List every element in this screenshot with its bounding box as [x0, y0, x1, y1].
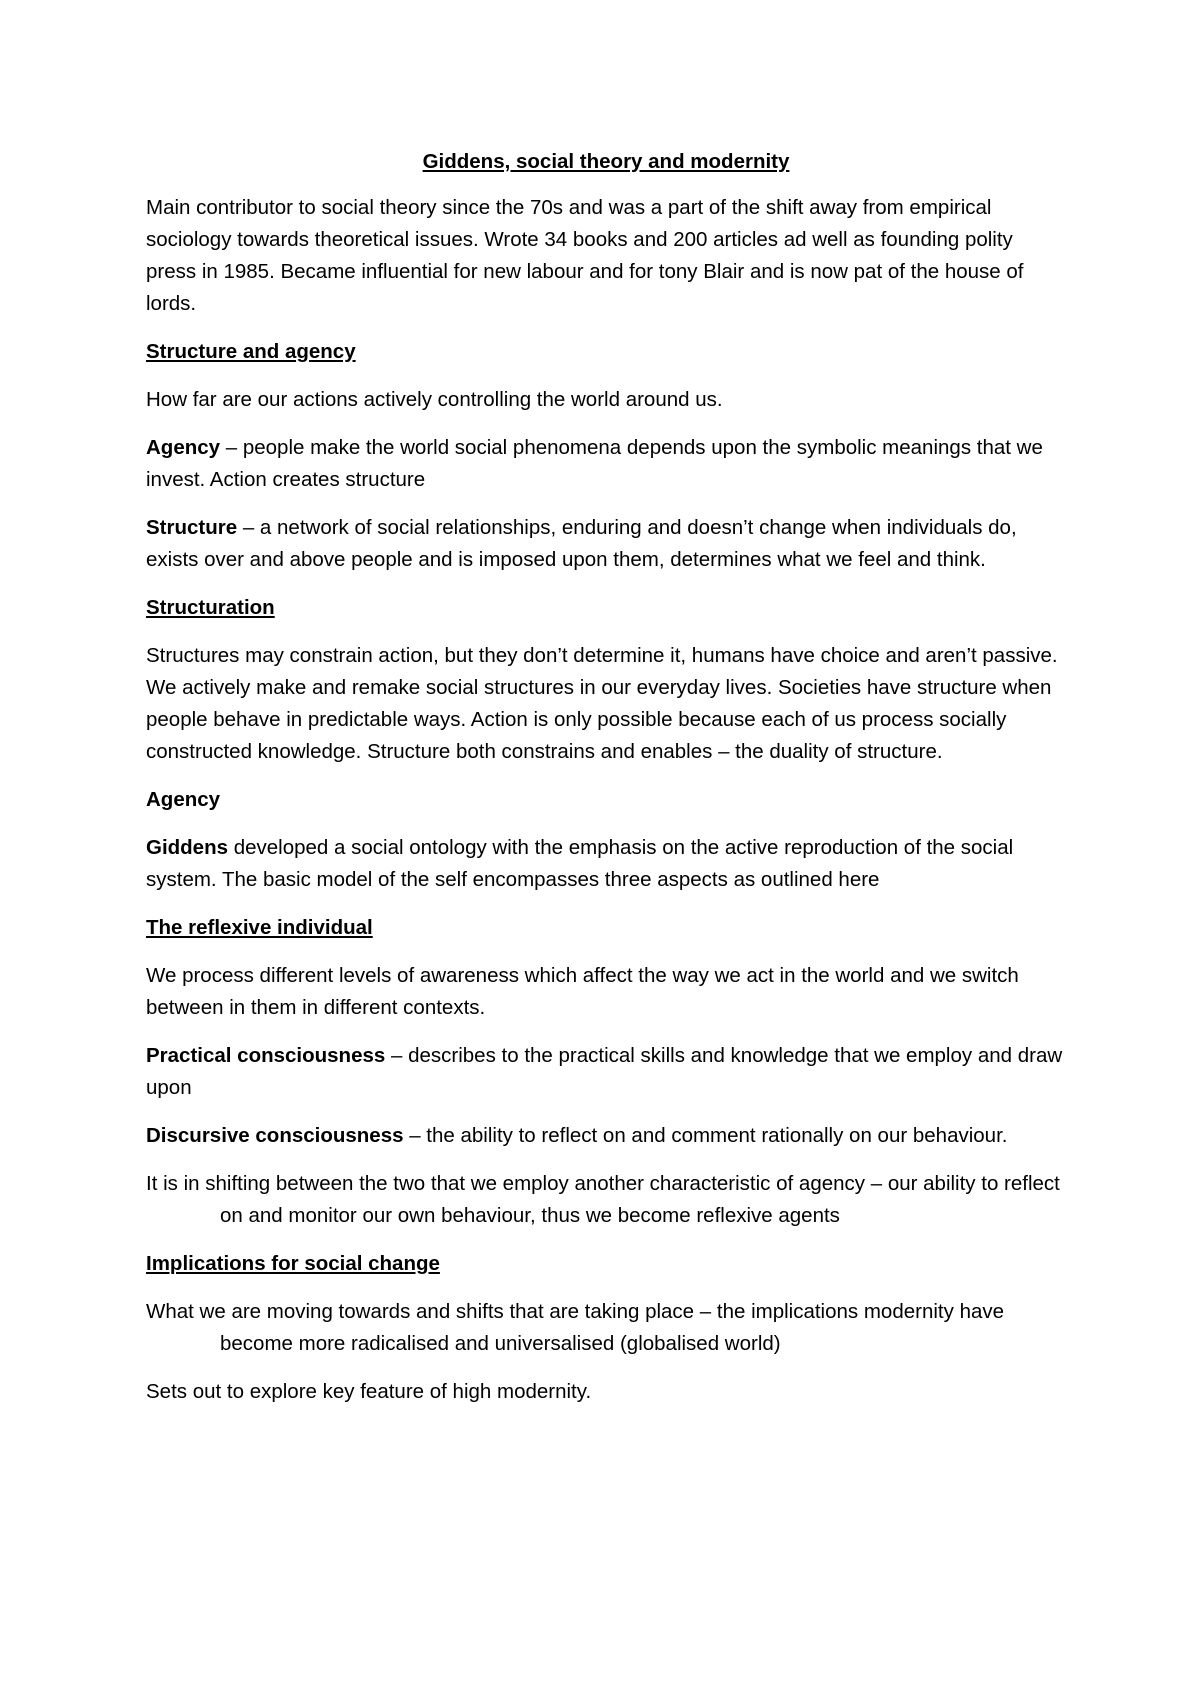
heading-reflexive-individual: The reflexive individual: [146, 916, 373, 939]
structuration-paragraph: Structures may constrain action, but they don’t determine it, humans have choice and aren’t passive. We actively make and remake social structures in our everyday lives. Societies have structure when people behave in predictable ways. Action is only possible because each of us process socially constructed knowledge. Structure both constrains and enables – the duality of structure.: [146, 644, 1058, 763]
intro-paragraph: Main contributor to social theory since the 70s and was a part of the shift away from empirical sociology towards theoretical issues. Wrote 34 books and 200 articles ad well as founding polity press in 1985. Became influential for new labour and for tony Blair and is now pat of the house of lords.: [146, 196, 1024, 315]
practical-definition-text: – describes to the practical skills and knowledge that we employ and draw upon: [146, 1044, 1063, 1099]
heading-structure-and-agency: Structure and agency: [146, 340, 356, 363]
social-change-paragraph: What we are moving towards and shifts that are taking place – the implications modernity have become more radicalised and universalised (globalised world): [146, 1300, 1005, 1355]
document-title: Giddens, social theory and modernity: [422, 150, 790, 173]
agency-definition: [146, 432, 1066, 496]
structure-definition: [146, 512, 1066, 576]
discursive-term: Discursive consciousness: [146, 1124, 404, 1147]
final-paragraph: Sets out to explore key feature of high modernity.: [146, 1380, 592, 1403]
giddens-paragraph-text: developed a social ontology with the emphasis on the active reproduction of the social system. The basic model of the self encompasses three aspects as outlined here: [146, 836, 1014, 891]
giddens-paragraph: [146, 832, 1066, 896]
heading-social-change: Implications for social change: [146, 1252, 440, 1275]
structure-term: Structure: [146, 516, 238, 539]
structure-definition-text: – a network of social relationships, enduring and doesn’t change when individuals do, exists over and above people and is imposed upon them, determines what we feel and think.: [146, 516, 1017, 571]
heading-agency: Agency: [146, 788, 221, 811]
agency-definition-text: – people make the world social phenomena depends upon the symbolic meanings that we invest. Action creates structure: [146, 436, 1043, 491]
heading-structuration: Structuration: [146, 596, 275, 619]
practical-consciousness: [146, 1040, 1066, 1104]
practical-term: Practical consciousness: [146, 1044, 386, 1067]
document-content: [146, 146, 1066, 1424]
shifting-paragraph: It is in shifting between the two that we employ another characteristic of agency – our ability to reflect on and monitor our own behaviour, thus we become reflexive agents: [146, 1172, 1060, 1227]
reflexive-paragraph: We process different levels of awareness which affect the way we act in the world and we switch between in them in different contexts.: [146, 964, 1019, 1019]
discursive-definition-text: – the ability to reflect on and comment rationally on our behaviour.: [403, 1124, 1008, 1147]
structure-agency-question: How far are our actions actively controlling the world around us.: [146, 388, 723, 411]
giddens-term: Giddens: [146, 836, 229, 859]
discursive-consciousness: [146, 1120, 1066, 1152]
agency-term: Agency: [146, 436, 221, 459]
